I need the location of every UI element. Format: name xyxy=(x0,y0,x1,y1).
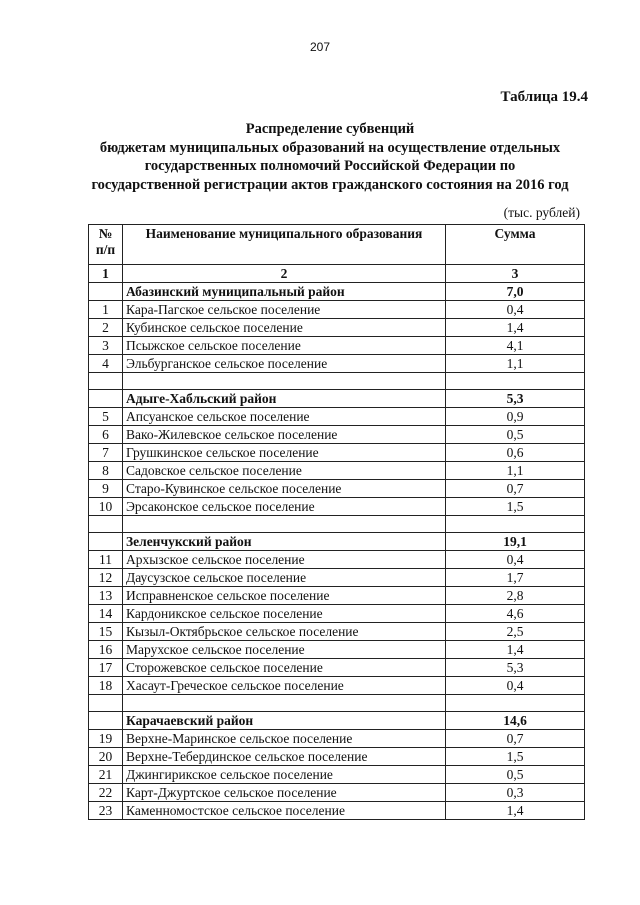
table-row xyxy=(89,408,585,426)
title-line: государственной регистрации актов гражданского состояния на 2016 год xyxy=(91,176,569,193)
row-name: Верхне-Маринское сельское поселение xyxy=(123,730,446,748)
row-number: 21 xyxy=(89,766,123,784)
row-number: 19 xyxy=(89,730,123,748)
row-name: Кубинское сельское поселение xyxy=(123,319,446,337)
table-body xyxy=(89,283,585,820)
table-row xyxy=(89,766,585,784)
row-number: 6 xyxy=(89,426,123,444)
row-name: Абазинский муниципальный район xyxy=(123,283,446,301)
document-title xyxy=(60,120,600,194)
table-row xyxy=(89,551,585,569)
table-row xyxy=(89,802,585,820)
page-number: 207 xyxy=(309,40,331,54)
row-sum: 1,5 xyxy=(446,498,585,516)
row-number: 23 xyxy=(89,802,123,820)
table-row xyxy=(89,498,585,516)
row-sum: 0,5 xyxy=(446,766,585,784)
row-number: 22 xyxy=(89,784,123,802)
table-row xyxy=(89,569,585,587)
row-name xyxy=(123,695,446,712)
header-num: № п/п xyxy=(89,225,123,265)
row-name: Карачаевский район xyxy=(123,712,446,730)
row-number: 17 xyxy=(89,659,123,677)
table-row xyxy=(89,426,585,444)
column-number: 3 xyxy=(446,265,585,283)
header-sum: Сумма xyxy=(446,225,585,265)
row-number: 13 xyxy=(89,587,123,605)
row-name: Кара-Пагское сельское поселение xyxy=(123,301,446,319)
row-sum: 0,9 xyxy=(446,408,585,426)
row-sum: 5,3 xyxy=(446,390,585,408)
title-line: бюджетам муниципальных образований на осуществление отдельных xyxy=(99,139,561,156)
row-number: 16 xyxy=(89,641,123,659)
row-sum: 2,8 xyxy=(446,587,585,605)
row-name: Архызское сельское поселение xyxy=(123,551,446,569)
row-sum: 0,7 xyxy=(446,480,585,498)
row-sum: 1,5 xyxy=(446,748,585,766)
table-label: Таблица 19.4 xyxy=(500,89,588,105)
title-line: Распределение субвенций xyxy=(245,121,415,137)
row-number: 9 xyxy=(89,480,123,498)
row-name: Псыжское сельское поселение xyxy=(123,337,446,355)
row-number: 3 xyxy=(89,337,123,355)
spacer-row xyxy=(89,695,585,712)
row-name: Верхне-Тебердинское сельское поселение xyxy=(123,748,446,766)
row-number: 5 xyxy=(89,408,123,426)
row-sum: 0,4 xyxy=(446,301,585,319)
row-sum xyxy=(446,516,585,533)
row-sum: 5,3 xyxy=(446,659,585,677)
row-name: Каменномостское сельское поселение xyxy=(123,802,446,820)
row-name: Даусузское сельское поселение xyxy=(123,569,446,587)
row-sum: 0,4 xyxy=(446,551,585,569)
row-name: Садовское сельское поселение xyxy=(123,462,446,480)
row-sum: 14,6 xyxy=(446,712,585,730)
table-row xyxy=(89,355,585,373)
row-number: 11 xyxy=(89,551,123,569)
title-line: государственных полномочий Российской Федерации по xyxy=(144,158,516,174)
row-number: 4 xyxy=(89,355,123,373)
row-sum: 1,4 xyxy=(446,319,585,337)
row-name: Джингирикское сельское поселение xyxy=(123,766,446,784)
row-number xyxy=(89,373,123,390)
row-name: Марухское сельское поселение xyxy=(123,641,446,659)
district-row xyxy=(89,712,585,730)
row-number xyxy=(89,533,123,551)
row-sum: 2,5 xyxy=(446,623,585,641)
table-row xyxy=(89,748,585,766)
row-name: Грушкинское сельское поселение xyxy=(123,444,446,462)
row-number: 15 xyxy=(89,623,123,641)
row-name: Эльбурганское сельское поселение xyxy=(123,355,446,373)
units-label: (тыс. рублей) xyxy=(503,205,580,220)
row-name: Кардоникское сельское поселение xyxy=(123,605,446,623)
table-row xyxy=(89,444,585,462)
table-row xyxy=(89,677,585,695)
row-name: Карт-Джуртское сельское поселение xyxy=(123,784,446,802)
row-sum: 1,1 xyxy=(446,355,585,373)
table-row xyxy=(89,301,585,319)
row-sum: 0,4 xyxy=(446,677,585,695)
spacer-row xyxy=(89,516,585,533)
district-row xyxy=(89,533,585,551)
table-row xyxy=(89,730,585,748)
row-number xyxy=(89,712,123,730)
table-row xyxy=(89,587,585,605)
row-sum xyxy=(446,373,585,390)
row-name: Адыге-Хабльский район xyxy=(123,390,446,408)
row-name: Кызыл-Октябрьское сельское поселение xyxy=(123,623,446,641)
row-sum xyxy=(446,695,585,712)
row-name: Апсуанское сельское поселение xyxy=(123,408,446,426)
table-row xyxy=(89,605,585,623)
column-numbers-row xyxy=(89,265,585,283)
row-name: Сторожевское сельское поселение xyxy=(123,659,446,677)
row-sum: 0,6 xyxy=(446,444,585,462)
table-header-row xyxy=(89,225,585,265)
row-name xyxy=(123,373,446,390)
row-number xyxy=(89,390,123,408)
row-sum: 1,1 xyxy=(446,462,585,480)
district-row xyxy=(89,390,585,408)
row-number: 18 xyxy=(89,677,123,695)
row-name: Хасаут-Греческое сельское поселение xyxy=(123,677,446,695)
row-number: 12 xyxy=(89,569,123,587)
row-name: Зеленчукский район xyxy=(123,533,446,551)
row-number: 8 xyxy=(89,462,123,480)
row-number: 10 xyxy=(89,498,123,516)
subvention-table xyxy=(88,224,585,820)
column-number: 2 xyxy=(123,265,446,283)
table-row xyxy=(89,480,585,498)
row-number: 20 xyxy=(89,748,123,766)
row-sum: 1,4 xyxy=(446,802,585,820)
row-number xyxy=(89,695,123,712)
table-row xyxy=(89,337,585,355)
row-name xyxy=(123,516,446,533)
row-number: 1 xyxy=(89,301,123,319)
row-sum: 1,7 xyxy=(446,569,585,587)
spacer-row xyxy=(89,373,585,390)
row-sum: 4,1 xyxy=(446,337,585,355)
row-sum: 4,6 xyxy=(446,605,585,623)
row-name: Эрсаконское сельское поселение xyxy=(123,498,446,516)
row-sum: 0,5 xyxy=(446,426,585,444)
table-row xyxy=(89,623,585,641)
row-number: 2 xyxy=(89,319,123,337)
table-row xyxy=(89,462,585,480)
column-number: 1 xyxy=(89,265,123,283)
row-sum: 7,0 xyxy=(446,283,585,301)
district-row xyxy=(89,283,585,301)
row-name: Исправненское сельское поселение xyxy=(123,587,446,605)
row-number: 14 xyxy=(89,605,123,623)
header-name: Наименование муниципального образования xyxy=(123,225,446,265)
table-row xyxy=(89,659,585,677)
row-name: Старо-Кувинское сельское поселение xyxy=(123,480,446,498)
table-row xyxy=(89,641,585,659)
row-sum: 1,4 xyxy=(446,641,585,659)
table-row xyxy=(89,319,585,337)
row-sum: 19,1 xyxy=(446,533,585,551)
row-number xyxy=(89,283,123,301)
row-name: Вако-Жилевское сельское поселение xyxy=(123,426,446,444)
row-sum: 0,3 xyxy=(446,784,585,802)
row-number: 7 xyxy=(89,444,123,462)
table-row xyxy=(89,784,585,802)
row-number xyxy=(89,516,123,533)
row-sum: 0,7 xyxy=(446,730,585,748)
